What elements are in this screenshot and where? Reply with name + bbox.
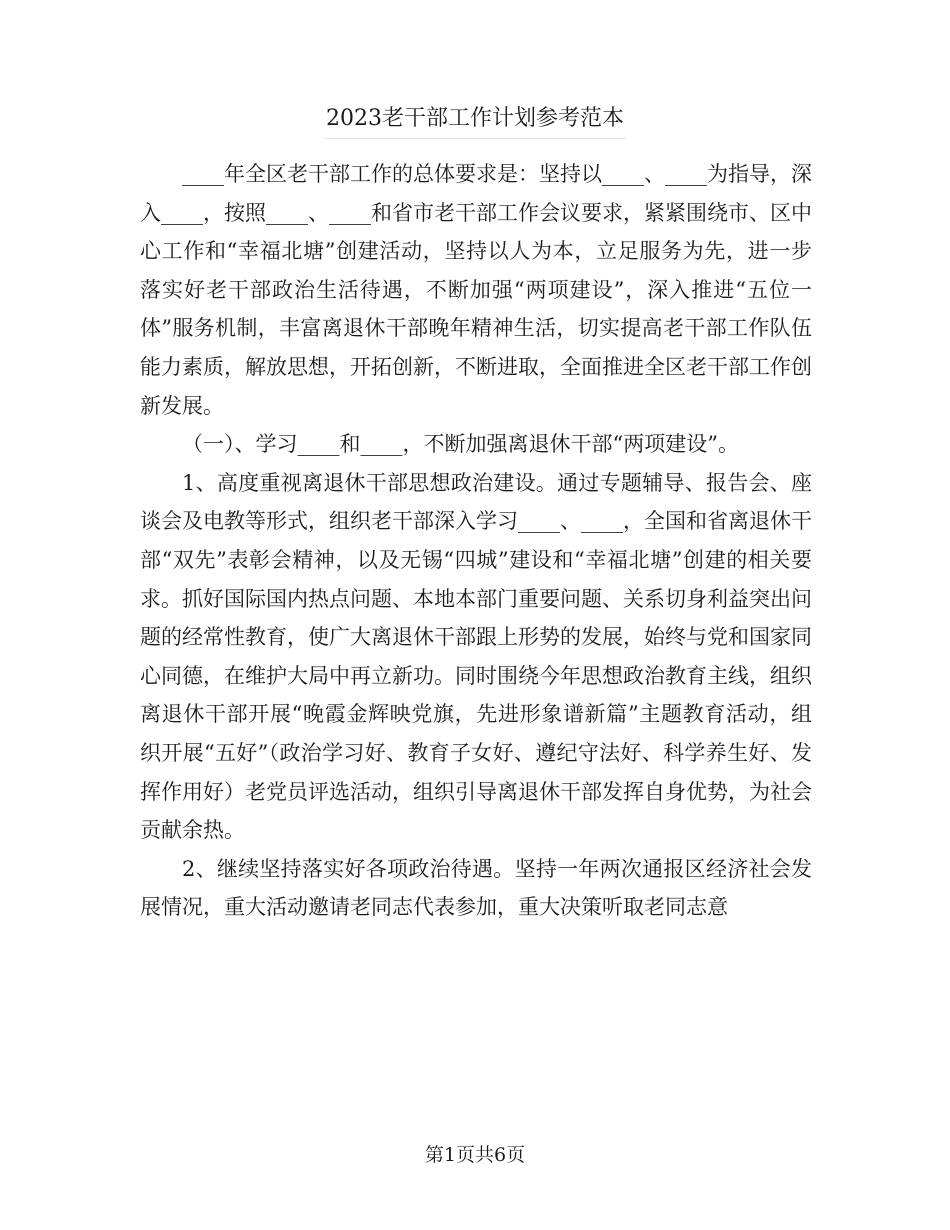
document-title-text: 2023老干部工作计划参考范本	[324, 100, 626, 139]
paragraph-item-1: 1、高度重视离退休干部思想政治建设。通过专题辅导、报告会、座谈会及电教等形式，组织老干部深入学习____、____，全国和省离退休干部“双先”表彰会精神，以及无锡“四城”建设和“幸福北塘”创建的相关要求。抓好国际国内热点问题、本地本部门重要问题、关系切身利益突出问题的经常性教育，使广大离退休干部跟上形势的发展，始终与党和国家同心同德，在维护大局中再立新功。同时围绕今年思想政治教育主线，组织离退休干部开展“晚霞金辉映党旗，先进形象谱新篇”主题教育活动，组织开展“五好”（政治学习好、教育子女好、遵纪守法好、科学养生好、发挥作用好）老党员评选活动，组织引导离退休干部发挥自身优势，为社会贡献余热。	[140, 470, 812, 843]
paragraph-section-heading: （一）、学习____和____，不断加强离退休干部“两项建设”。	[182, 432, 739, 457]
page-number-footer: 第1页共6页	[424, 1144, 526, 1166]
paragraph-item-2: 2、继续坚持落实好各项政治待遇。坚持一年两次通报区经济社会发展情况，重大活动邀请老同志代表参加，重大决策听取老同志意	[140, 856, 812, 920]
paragraph-intro: ____年全区老干部工作的总体要求是：坚持以____、____为指导，深入____，按照____、____和省市老干部工作会议要求，紧紧围绕市、区中心工作和“幸福北塘”创建活动，坚持以人为本，立足服务为先，进一步落实好老干部政治生活待遇，不断加强“两项建设”，深入推进“五位一体”服务机制，丰富离退休干部晚年精神生活，切实提高老干部工作队伍能力素质，解放思想，开拓创新，不断进取，全面推进全区老干部工作创新发展。	[140, 162, 812, 418]
document-title	[140, 100, 810, 139]
document-body	[140, 155, 812, 927]
